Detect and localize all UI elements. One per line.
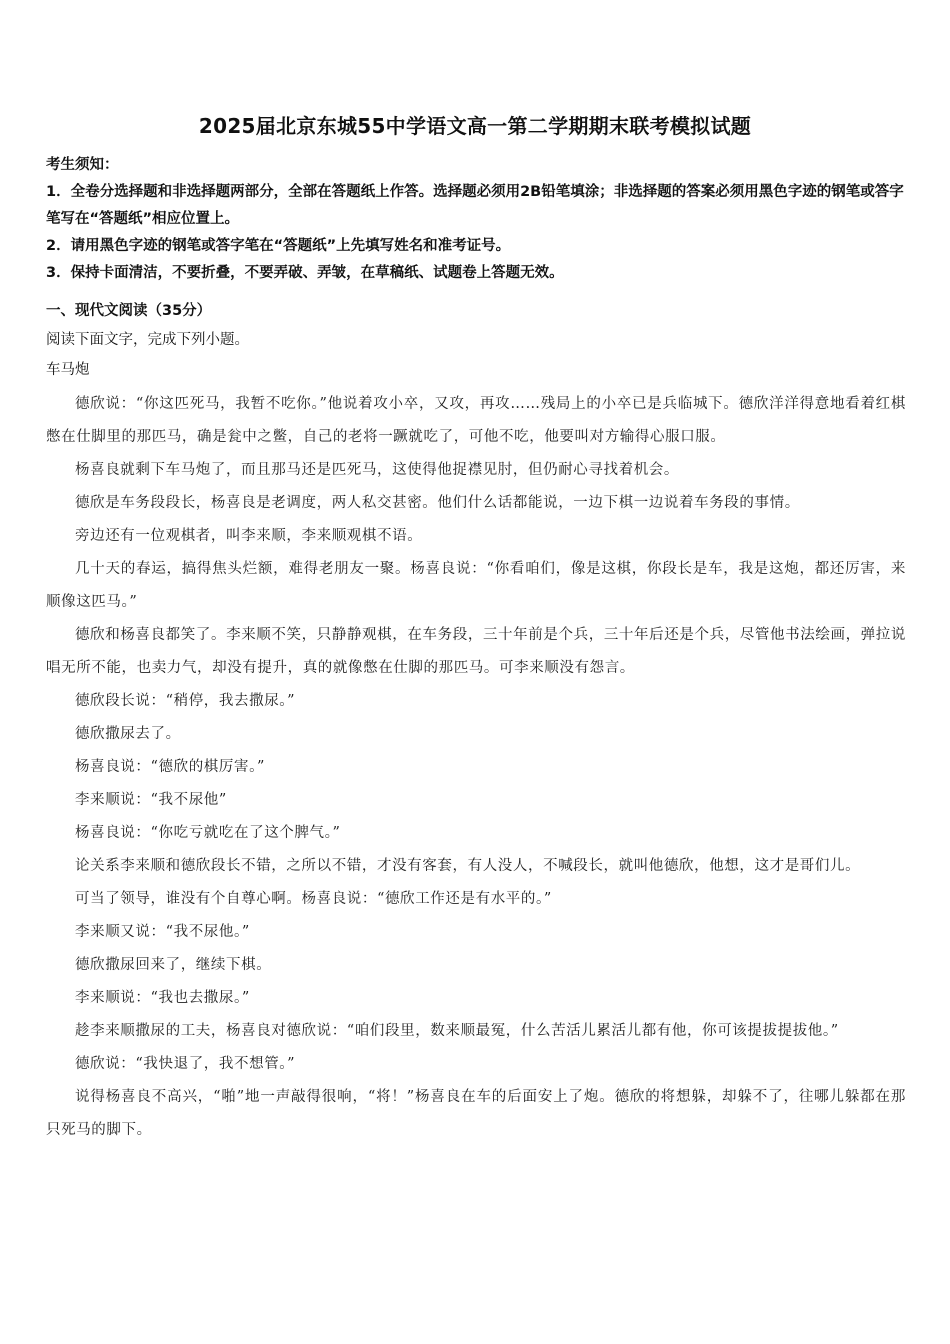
story-paragraph: 德欣和杨喜良都笑了。李来顺不笑，只静静观棋，在车务段，三十年前是个兵，三十年后还是个兵，尽管他书法绘画，弹拉说唱无所不能，也卖力气，却没有提升，真的就像憋在仕脚的那匹马。可李来顺没有怨言。 <box>46 627 906 676</box>
section-instruction: 阅读下面文字，完成下列小题。 <box>46 332 249 348</box>
story-paragraph: 李来顺说：“我也去撒尿。” <box>75 990 250 1006</box>
notice-heading: 考生须知： <box>46 157 119 173</box>
notice-item: 1．全卷分选择题和非选择题两部分，全部在答题纸上作答。选择题必须用2B铅笔填涂；非选择题的答案必须用黑色字迹的钢笔或答字笔写在“答题纸”相应位置上。 <box>46 184 904 227</box>
story-paragraph: 李来顺又说：“我不尿他。” <box>75 924 250 940</box>
story-paragraph: 德欣段长说：“稍停，我去撒尿。” <box>75 693 296 709</box>
document-title: 2025届北京东城55中学语文高一第二学期期末联考模拟试题 <box>198 114 752 138</box>
story-paragraph: 论关系李来顺和德欣段长不错，之所以不错，才没有客套，有人没人，不喊段长，就叫他德欣，他想，这才是哥们儿。 <box>75 858 861 874</box>
notice-item: 2．请用黑色字迹的钢笔或答字笔在“答题纸”上先填写姓名和准考证号。 <box>46 238 511 254</box>
story-paragraph: 趁李来顺撒尿的工夫，杨喜良对德欣说：“咱们段里，数来顺最冤，什么苦活儿累活儿都有他，你可该提拔提拔他。” <box>75 1023 839 1039</box>
story-paragraph: 杨喜良说：“德欣的棋厉害。” <box>75 759 265 775</box>
notice-item: 3．保持卡面清洁，不要折叠，不要弄破、弄皱，在草稿纸、试题卷上答题无效。 <box>46 265 564 281</box>
story-paragraph: 杨喜良就剩下车马炮了，而且那马还是匹死马，这使得他捉襟见肘，但仍耐心寻找着机会。 <box>75 462 679 478</box>
story-paragraph: 几十天的春运，搞得焦头烂额，难得老朋友一聚。杨喜良说：“你看咱们，像是这棋，你段长是车，我是这炮，都还厉害，来顺像这匹马。” <box>46 561 906 610</box>
story-title: 车马炮 <box>46 362 90 378</box>
candidate-notice <box>46 152 906 287</box>
story-paragraph: 说得杨喜良不高兴，“啪”地一声敲得很响，“将！”杨喜良在车的后面安上了炮。德欣的将想躲，却躲不了，往哪儿躲都在那只死马的脚下。 <box>46 1089 906 1138</box>
story-paragraph: 旁边还有一位观棋者，叫李来顺，李来顺观棋不语。 <box>75 528 423 544</box>
story-paragraph: 德欣撒尿回来了，继续下棋。 <box>75 957 272 973</box>
story-body <box>46 388 906 1147</box>
story-paragraph: 德欣撒尿去了。 <box>75 726 181 742</box>
story-paragraph: 德欣说：“我快退了，我不想管。” <box>75 1056 296 1072</box>
story-paragraph: 可当了领导，谁没有个自尊心啊。杨喜良说：“德欣工作还是有水平的。” <box>75 891 552 907</box>
story-paragraph: 李来顺说：“我不尿他” <box>75 792 227 808</box>
story-paragraph: 德欣是车务段段长，杨喜良是老调度，两人私交甚密。他们什么话都能说，一边下棋一边说着车务段的事情。 <box>75 495 800 511</box>
story-paragraph: 德欣说：“你这匹死马，我暂不吃你。”他说着攻小卒，又攻，再攻……残局上的小卒已是兵临城下。德欣洋洋得意地看着红棋憋在仕脚里的那匹马，确是瓮中之鳖，自己的老将一蹶就吃了，可他不吃，他要叫对方输得心服口服。 <box>46 396 906 445</box>
section-heading: 一、现代文阅读（35分） <box>46 303 212 319</box>
story-paragraph: 杨喜良说：“你吃亏就吃在了这个脾气。” <box>75 825 341 841</box>
reading-section <box>46 297 906 385</box>
